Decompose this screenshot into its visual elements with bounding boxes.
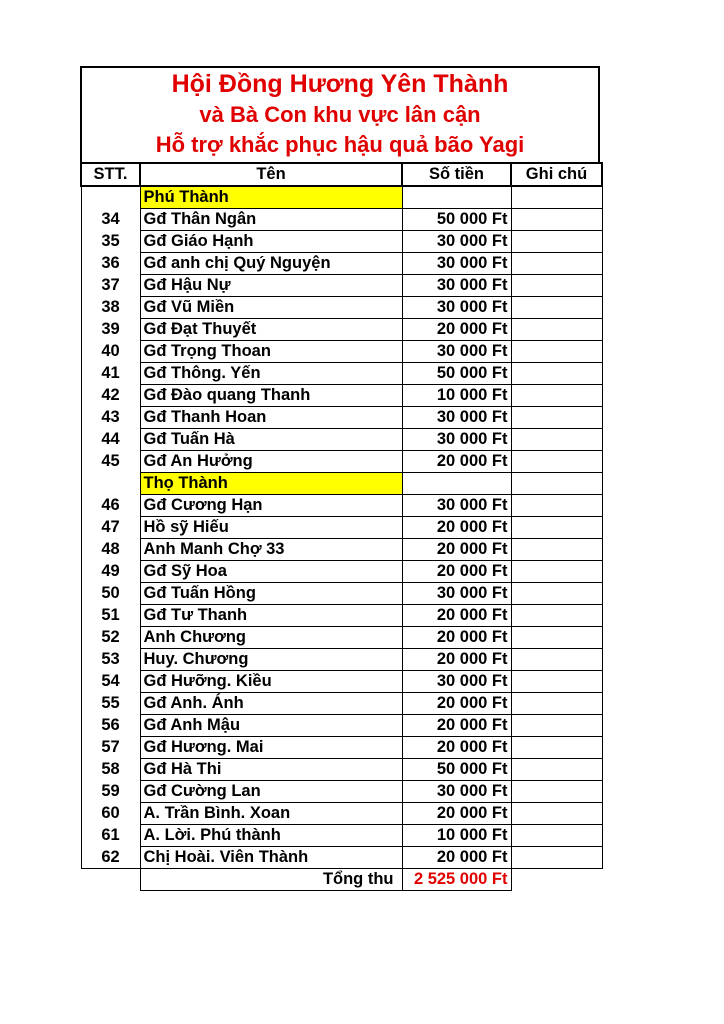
amount-cell: 30 000 Ft: [402, 429, 511, 451]
table-row: [81, 517, 602, 539]
title-box: [80, 66, 600, 162]
stt-cell: 53: [81, 649, 140, 671]
table-row: [81, 759, 602, 781]
stt-cell: [81, 473, 140, 495]
name-cell: Gđ Tuấn Hồng: [140, 583, 402, 605]
table-row: [81, 341, 602, 363]
note-cell: [511, 275, 602, 297]
table-row: [81, 737, 602, 759]
table-row: [81, 715, 602, 737]
stt-cell: 58: [81, 759, 140, 781]
name-cell: Hồ sỹ Hiếu: [140, 517, 402, 539]
donation-sheet: [80, 66, 600, 891]
note-cell: [511, 759, 602, 781]
amount-cell: 30 000 Ft: [402, 407, 511, 429]
note-cell: [511, 363, 602, 385]
table-row: [81, 825, 602, 847]
name-cell: Gđ Hương. Mai: [140, 737, 402, 759]
stt-cell: 52: [81, 627, 140, 649]
stt-cell: 42: [81, 385, 140, 407]
note-cell: [511, 186, 602, 209]
amount-cell: 30 000 Ft: [402, 583, 511, 605]
note-cell: [511, 539, 602, 561]
amount-cell: 20 000 Ft: [402, 539, 511, 561]
amount-cell: 20 000 Ft: [402, 627, 511, 649]
note-cell: [511, 649, 602, 671]
amount-cell: [402, 186, 511, 209]
table-row: [81, 605, 602, 627]
stt-cell: 60: [81, 803, 140, 825]
table-row: [81, 847, 602, 869]
group-row: [81, 473, 602, 495]
name-cell: Gđ Thân Ngân: [140, 209, 402, 231]
stt-cell: 61: [81, 825, 140, 847]
stt-cell: 55: [81, 693, 140, 715]
header-note: Ghi chú: [511, 163, 602, 186]
stt-cell: 56: [81, 715, 140, 737]
name-cell: Gđ Cương Hạn: [140, 495, 402, 517]
amount-cell: 20 000 Ft: [402, 649, 511, 671]
note-cell: [511, 737, 602, 759]
table-row: [81, 407, 602, 429]
stt-cell: 39: [81, 319, 140, 341]
note-cell: [511, 847, 602, 869]
amount-cell: 20 000 Ft: [402, 737, 511, 759]
stt-cell: 49: [81, 561, 140, 583]
table-row: [81, 649, 602, 671]
stt-cell: 47: [81, 517, 140, 539]
amount-cell: 30 000 Ft: [402, 495, 511, 517]
table-row: [81, 297, 602, 319]
donation-table: [80, 162, 603, 891]
note-cell: [511, 671, 602, 693]
table-row: [81, 275, 602, 297]
amount-cell: 50 000 Ft: [402, 759, 511, 781]
note-cell: [511, 825, 602, 847]
note-cell: [511, 253, 602, 275]
amount-cell: 20 000 Ft: [402, 319, 511, 341]
table-row: [81, 781, 602, 803]
note-cell: [511, 495, 602, 517]
name-cell: Gđ Hưỡng. Kiều: [140, 671, 402, 693]
stt-cell: 44: [81, 429, 140, 451]
note-cell: [511, 385, 602, 407]
note-cell: [511, 803, 602, 825]
note-cell: [511, 429, 602, 451]
amount-cell: 20 000 Ft: [402, 693, 511, 715]
name-cell: Gđ Đào quang Thanh: [140, 385, 402, 407]
table-row: [81, 627, 602, 649]
table-row: [81, 561, 602, 583]
name-cell: A. Lời. Phú thành: [140, 825, 402, 847]
name-cell: Gđ Hà Thi: [140, 759, 402, 781]
table-row: [81, 429, 602, 451]
group-name-cell: Thọ Thành: [140, 473, 402, 495]
stt-cell: [81, 186, 140, 209]
note-cell: [511, 781, 602, 803]
table-body: [81, 163, 602, 891]
name-cell: Gđ Cường Lan: [140, 781, 402, 803]
table-row: [81, 539, 602, 561]
total-row: [81, 869, 602, 891]
name-cell: Anh Manh Chợ 33: [140, 539, 402, 561]
table-row: [81, 319, 602, 341]
stt-cell: 35: [81, 231, 140, 253]
amount-cell: 30 000 Ft: [402, 275, 511, 297]
note-cell: [511, 627, 602, 649]
amount-cell: 30 000 Ft: [402, 781, 511, 803]
amount-cell: [402, 473, 511, 495]
total-spacer: [81, 869, 140, 891]
name-cell: A. Trần Bình. Xoan: [140, 803, 402, 825]
amount-cell: 20 000 Ft: [402, 605, 511, 627]
total-label: Tổng thu: [140, 869, 402, 891]
stt-cell: 43: [81, 407, 140, 429]
table-row: [81, 803, 602, 825]
note-cell: [511, 473, 602, 495]
amount-cell: 20 000 Ft: [402, 715, 511, 737]
name-cell: Gđ Thông. Yến: [140, 363, 402, 385]
name-cell: Gđ Tuấn Hà: [140, 429, 402, 451]
name-cell: Gđ Thanh Hoan: [140, 407, 402, 429]
note-cell: [511, 715, 602, 737]
name-cell: Gđ Đạt Thuyết: [140, 319, 402, 341]
amount-cell: 50 000 Ft: [402, 209, 511, 231]
stt-cell: 41: [81, 363, 140, 385]
name-cell: Gđ anh chị Quý Nguyện: [140, 253, 402, 275]
stt-cell: 36: [81, 253, 140, 275]
amount-cell: 20 000 Ft: [402, 803, 511, 825]
amount-cell: 20 000 Ft: [402, 561, 511, 583]
stt-cell: 38: [81, 297, 140, 319]
name-cell: Gđ Tư Thanh: [140, 605, 402, 627]
stt-cell: 37: [81, 275, 140, 297]
amount-cell: 30 000 Ft: [402, 671, 511, 693]
note-cell: [511, 693, 602, 715]
stt-cell: 59: [81, 781, 140, 803]
name-cell: Gđ Hậu Nự: [140, 275, 402, 297]
table-row: [81, 231, 602, 253]
note-cell: [511, 209, 602, 231]
table-row: [81, 693, 602, 715]
amount-cell: 20 000 Ft: [402, 451, 511, 473]
note-cell: [511, 231, 602, 253]
title-line-2: và Bà Con khu vực lân cận: [199, 102, 481, 127]
amount-cell: 20 000 Ft: [402, 847, 511, 869]
stt-cell: 40: [81, 341, 140, 363]
amount-cell: 30 000 Ft: [402, 253, 511, 275]
stt-cell: 54: [81, 671, 140, 693]
amount-cell: 30 000 Ft: [402, 297, 511, 319]
name-cell: Gđ Trọng Thoan: [140, 341, 402, 363]
header-name: Tên: [140, 163, 402, 186]
stt-cell: 46: [81, 495, 140, 517]
amount-cell: 10 000 Ft: [402, 825, 511, 847]
table-header-row: [81, 163, 602, 186]
table-row: [81, 363, 602, 385]
note-cell: [511, 605, 602, 627]
note-cell: [511, 297, 602, 319]
group-name-cell: Phú Thành: [140, 186, 402, 209]
title-line-3: Hỗ trợ khắc phục hậu quả bão Yagi: [155, 132, 525, 157]
table-row: [81, 583, 602, 605]
table-row: [81, 385, 602, 407]
table-row: [81, 495, 602, 517]
stt-cell: 45: [81, 451, 140, 473]
note-cell: [511, 451, 602, 473]
table-row: [81, 451, 602, 473]
stt-cell: 57: [81, 737, 140, 759]
table-row: [81, 253, 602, 275]
table-row: [81, 671, 602, 693]
stt-cell: 50: [81, 583, 140, 605]
amount-cell: 50 000 Ft: [402, 363, 511, 385]
total-note-spacer: [511, 869, 602, 891]
name-cell: Gđ Vũ Miền: [140, 297, 402, 319]
group-row: [81, 186, 602, 209]
header-amount: Số tiền: [402, 163, 511, 186]
name-cell: Chị Hoài. Viên Thành: [140, 847, 402, 869]
amount-cell: 10 000 Ft: [402, 385, 511, 407]
note-cell: [511, 561, 602, 583]
amount-cell: 20 000 Ft: [402, 517, 511, 539]
amount-cell: 30 000 Ft: [402, 341, 511, 363]
note-cell: [511, 583, 602, 605]
amount-cell: 30 000 Ft: [402, 231, 511, 253]
stt-cell: 62: [81, 847, 140, 869]
note-cell: [511, 319, 602, 341]
note-cell: [511, 407, 602, 429]
note-cell: [511, 517, 602, 539]
header-stt: STT.: [81, 163, 140, 186]
title-line-1: Hội Đồng Hương Yên Thành: [171, 70, 509, 98]
name-cell: Huy. Chương: [140, 649, 402, 671]
note-cell: [511, 341, 602, 363]
table-row: [81, 209, 602, 231]
stt-cell: 48: [81, 539, 140, 561]
name-cell: Gđ An Hưởng: [140, 451, 402, 473]
name-cell: Gđ Sỹ Hoa: [140, 561, 402, 583]
stt-cell: 34: [81, 209, 140, 231]
stt-cell: 51: [81, 605, 140, 627]
name-cell: Gđ Anh Mậu: [140, 715, 402, 737]
name-cell: Gđ Giáo Hạnh: [140, 231, 402, 253]
name-cell: Anh Chương: [140, 627, 402, 649]
total-amount: 2 525 000 Ft: [402, 869, 511, 891]
name-cell: Gđ Anh. Ánh: [140, 693, 402, 715]
